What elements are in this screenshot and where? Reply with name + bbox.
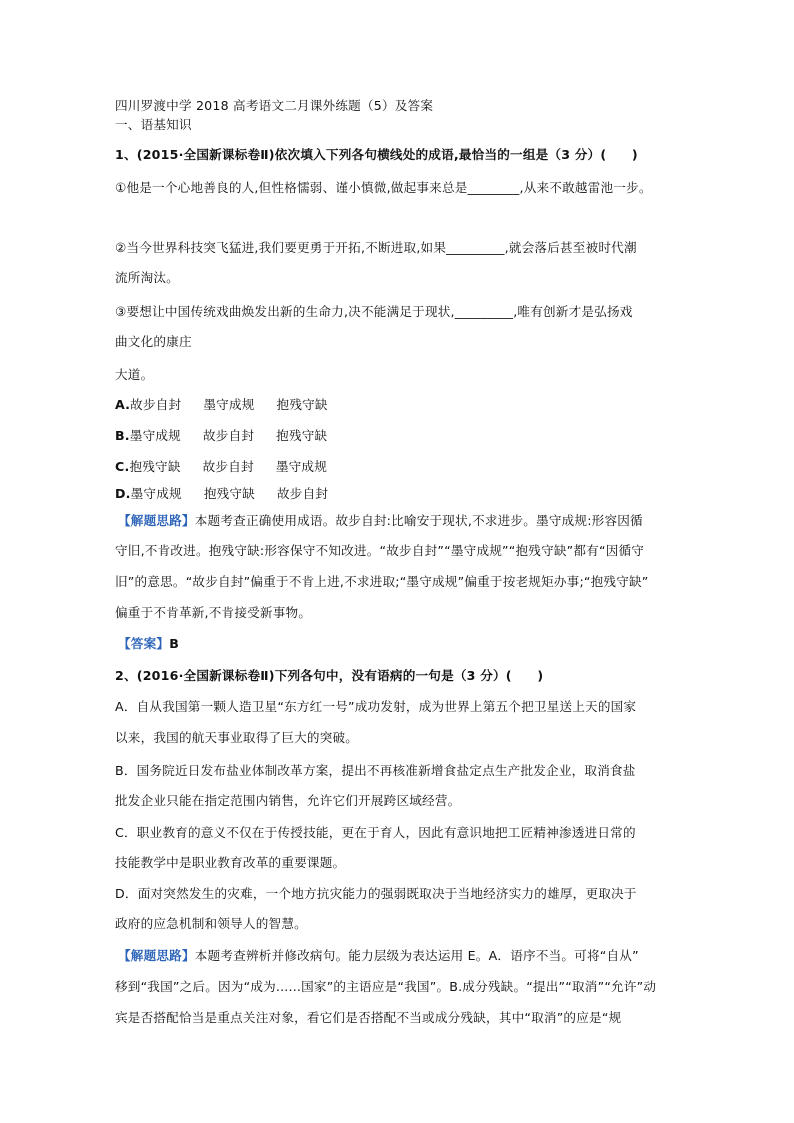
q1-sentence-3-line-3: 大道。	[115, 367, 154, 382]
q1-analysis-line-3: 旧”的意思。“故步自封”偏重于不肯上进,不求进取;“墨守成规”偏重于按老规矩办事;“抱残守缺”	[115, 574, 649, 589]
q2-analysis-line-1: 【解题思路】本题考查辨析并修改病句。能力层级为表达运用 E。A．语序不当。可将“自从”	[118, 948, 639, 963]
q1-sentence-3-line-1: ③要想让中国传统戏曲焕发出新的生命力,决不能满足于现状,_________,唯有创新才是弘扬戏	[115, 304, 633, 319]
q1-analysis-line-4: 偏重于不肯革新,不肯接受新事物。	[115, 605, 312, 620]
q2-option-d-line-2: 政府的应急机制和领导人的智慧。	[115, 916, 307, 931]
analysis-tag: 【解题思路】	[118, 948, 195, 963]
q1-option-d: D.墨守成规 抱残守缺 故步自封	[115, 486, 329, 501]
q2-analysis-line-3: 宾是否搭配恰当是重点关注对象，看它们是否搭配不当或成分残缺，其中“取消”的应是“规	[115, 1010, 622, 1025]
q2-analysis-line-2: 移到“我国”之后。因为“成为......国家”的主语应是“我国”。B.成分残缺。“提出”“取消”“允许”动	[115, 979, 657, 994]
q2-option-d-line-1: D．面对突然发生的灾难，一个地方抗灾能力的强弱既取决于当地经济实力的雄厚，更取决于	[115, 886, 637, 901]
q2-option-a-line-1: A．自从我国第一颗人造卫星“东方红一号”成功发射，成为世界上第五个把卫星送上天的国家	[115, 699, 637, 714]
q2-option-b-line-2: 批发企业只能在指定范围内销售，允许它们开展跨区域经营。	[115, 793, 461, 808]
question-1-stem: 1、(2015·全国新课标卷Ⅱ)依次填入下列各句横线处的成语,最恰当的一组是（3 分）( )	[115, 147, 638, 162]
document-title: 四川罗渡中学 2018 高考语文二月课外练题（5）及答案	[115, 98, 434, 113]
q1-analysis-line-1: 【解题思路】本题考查正确使用成语。故步自封:比喻安于现状,不求进步。墨守成规:形容因循	[118, 513, 643, 528]
q2-option-b-line-1: B．国务院近日发布盐业体制改革方案，提出不再核准新增食盐定点生产批发企业，取消食盐	[115, 763, 636, 778]
section-heading: 一、语基知识	[115, 117, 192, 132]
q2-option-c-line-1: C．职业教育的意义不仅在于传授技能，更在于育人，因此有意识地把工匠精神渗透进日常的	[115, 825, 636, 840]
q1-sentence-1: ①他是一个心地善良的人,但性格懦弱、谨小慎微,做起事来总是________,从来不敢越雷池一步。	[115, 180, 652, 195]
analysis-tag: 【解题思路】	[118, 513, 195, 528]
q1-option-a: A.故步自封 墨守成规 抱残守缺	[115, 397, 328, 412]
q1-analysis-line-2: 守旧,不肯改进。抱残守缺:形容保守不知改进。“故步自封”“墨守成规”“抱残守缺”都有“因循守	[115, 543, 645, 558]
q2-option-a-line-2: 以来，我国的航天事业取得了巨大的突破。	[115, 730, 359, 745]
question-2-stem: 2、(2016·全国新课标卷Ⅱ)下列各句中，没有语病的一句是（3 分）( )	[115, 668, 544, 683]
q1-answer: 【答案】B	[118, 636, 179, 651]
q1-sentence-3-line-2: 曲文化的康庄	[115, 334, 192, 349]
q1-option-c: C.抱残守缺 故步自封 墨守成规	[115, 459, 327, 474]
q2-option-c-line-2: 技能教学中是职业教育改革的重要课题。	[115, 855, 346, 870]
q1-option-b: B.墨守成规 故步自封 抱残守缺	[115, 428, 328, 443]
answer-tag: 【答案】	[118, 636, 170, 651]
q1-sentence-2-line-1: ②当今世界科技突飞猛进,我们要更勇于开拓,不断进取,如果_________,就会落后甚至被时代潮	[115, 240, 637, 255]
q1-sentence-2-line-2: 流所淘汰。	[115, 270, 179, 285]
